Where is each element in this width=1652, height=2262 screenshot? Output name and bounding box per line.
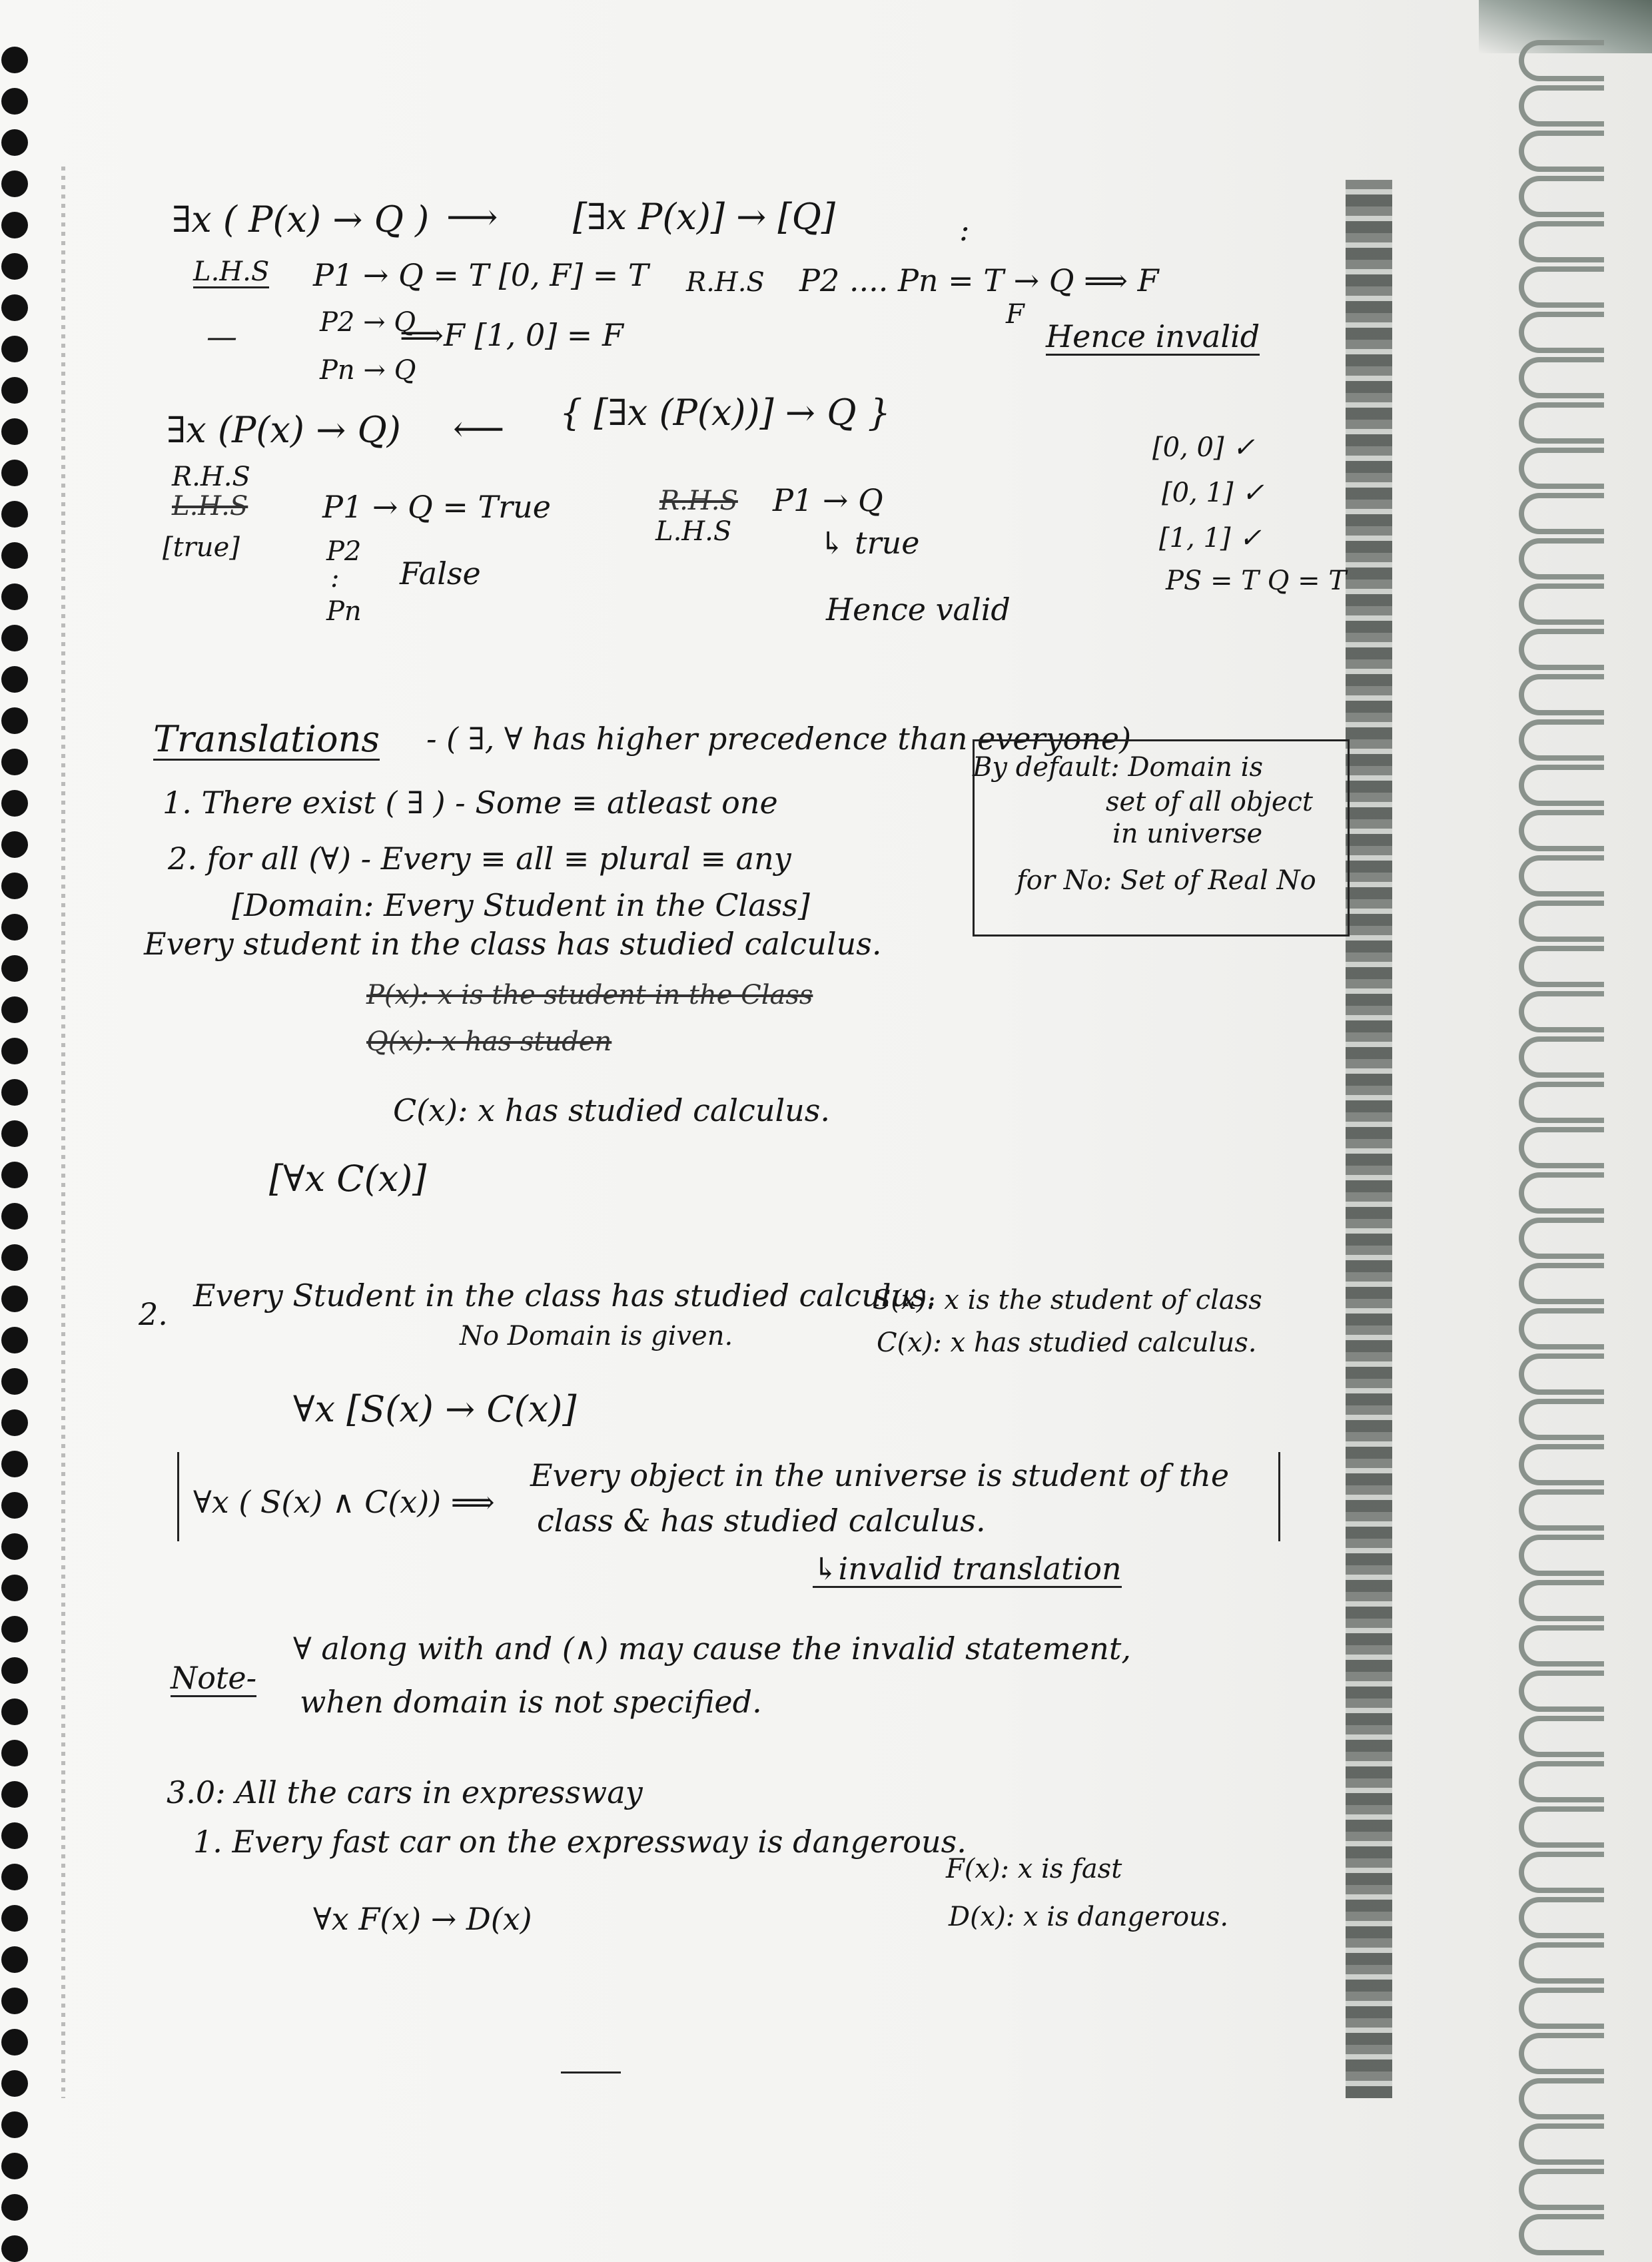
s2-check-2: [1, 1] ✓ <box>1159 523 1262 554</box>
punch-hole <box>1 1864 28 1890</box>
s2-left-formula: ∃x (P(x) → Q) <box>167 409 401 451</box>
spiral-coil <box>1519 765 1604 806</box>
spiral-coil <box>1519 1489 1604 1531</box>
punch-hole <box>1 1946 28 1973</box>
punch-hole <box>1 1203 28 1230</box>
s1-lhs-p2: P2 → Q <box>320 307 416 338</box>
spiral-coil <box>1519 1625 1604 1667</box>
margin-ruling <box>61 167 65 2098</box>
s2-lhs-struck: L.H.S <box>172 491 248 522</box>
ex2-number: 2. <box>139 1296 168 1332</box>
translations-subtitle: - ( ∃, ∀ has higher precedence than everyone) <box>426 721 1132 757</box>
punch-hole <box>1 914 28 941</box>
ex3-header: 3.0: All the cars in expressway <box>167 1774 643 1810</box>
spiral-coil <box>1519 1263 1604 1304</box>
spiral-coil <box>1519 448 1604 489</box>
spiral-coil <box>1519 810 1604 851</box>
spiral-coil <box>1519 1127 1604 1168</box>
punch-hole <box>1 1409 28 1436</box>
spiral-coil <box>1519 1082 1604 1123</box>
punch-hole <box>1 2111 28 2138</box>
punch-hole <box>1 749 28 775</box>
punch-hole <box>1 1905 28 1932</box>
spiral-coil <box>1519 1852 1604 1893</box>
spiral-coil <box>1519 946 1604 987</box>
s2-p1-true: P1 → Q = True <box>322 489 552 525</box>
punch-hole <box>1 1740 28 1766</box>
s1-colon: : <box>959 212 970 248</box>
ex3-fx: F(x): x is fast <box>946 1854 1122 1884</box>
spiral-coil <box>1519 901 1604 942</box>
punch-hole <box>1 666 28 693</box>
ex2-wrong-formula: ∀x ( S(x) ∧ C(x)) ⟹ <box>193 1484 495 1520</box>
s2-ps: PS = T Q = T <box>1166 566 1347 596</box>
s2-arrow-true: ↳ true <box>819 525 920 561</box>
spiral-coil <box>1519 2214 1604 2255</box>
punch-hole <box>1 1781 28 1808</box>
punch-hole <box>1 1988 28 2014</box>
punch-hole <box>1 171 28 197</box>
s2-rhs-label: R.H.S <box>172 462 250 492</box>
ex2-formula: ∀x [S(x) → C(x)] <box>293 1388 577 1430</box>
punch-hole <box>1 336 28 362</box>
ex2-wrong-meaning1: Every object in the universe is student of the <box>530 1457 1230 1493</box>
spiral-coil <box>1519 674 1604 715</box>
punch-hole <box>1 1657 28 1684</box>
s2-pn: Pn <box>326 596 362 627</box>
punch-hole <box>1 377 28 404</box>
default-box-line3: in universe <box>1112 819 1263 849</box>
s1-lhs-f: ⟹F [1, 0] = F <box>400 317 623 353</box>
ex2-wrong-meaning2: class & has studied calculus. <box>537 1503 986 1539</box>
ex2-cx: C(x): x has studied calculus. <box>877 1327 1257 1358</box>
s1-lhs-label: L.H.S <box>193 256 270 287</box>
spiral-coil <box>1519 1580 1604 1621</box>
punch-hole <box>1 212 28 238</box>
note-line2: when domain is not specified. <box>300 1684 762 1720</box>
spiral-coil <box>1519 176 1604 217</box>
spiral-coil <box>1519 1036 1604 1078</box>
spiral-coil <box>1519 1942 1604 1984</box>
s2-arrow: ⟵ <box>453 408 505 450</box>
spiral-coil <box>1519 1308 1604 1349</box>
spiral-coil <box>1519 2078 1604 2119</box>
spiral-coil <box>1519 131 1604 172</box>
s1-conclusion: Hence invalid <box>1046 318 1260 354</box>
punch-hole <box>1 88 28 115</box>
punch-hole <box>1 873 28 899</box>
punch-hole <box>1 1822 28 1849</box>
spiral-coil <box>1519 2169 1604 2210</box>
spiral-coil <box>1519 221 1604 262</box>
punch-hole <box>1 2153 28 2179</box>
spiral-coil <box>1519 583 1604 625</box>
translations-cx: C(x): x has studied calculus. <box>393 1092 831 1128</box>
punch-hole <box>1 418 28 445</box>
punch-hole <box>1 1533 28 1560</box>
translations-struck1: P(x): x is the student in the Class <box>366 980 813 1010</box>
spiral-coil <box>1519 1806 1604 1848</box>
spiral-coil <box>1519 1671 1604 1712</box>
punch-hole <box>1 955 28 982</box>
default-box-line1: By default: Domain is <box>973 752 1263 783</box>
ex3-formula: ∀x F(x) → D(x) <box>313 1901 532 1937</box>
s2-p2: P2 <box>326 536 362 567</box>
note-line1: ∀ along with and (∧) may cause the invalid statement, <box>293 1631 1131 1667</box>
s2-rhs-struck: R.H.S <box>659 486 738 516</box>
spiral-coil <box>1519 85 1604 127</box>
translations-domain: [Domain: Every Student in the Class] <box>232 887 810 923</box>
punch-hole <box>1 1038 28 1064</box>
s1-rhs-label: R.H.S <box>686 267 765 298</box>
translations-formula: [∀x C(x)] <box>269 1158 427 1200</box>
punch-hole <box>1 294 28 321</box>
punch-hole <box>1 1120 28 1147</box>
translations-sentence: Every student in the class has studied calculus. <box>144 926 882 962</box>
s1-lhs-p1: P1 → Q = T [0, F] = T <box>313 257 649 293</box>
punch-hole <box>1 1244 28 1271</box>
punch-hole <box>1 1327 28 1353</box>
punch-hole <box>1 47 28 73</box>
punch-hole <box>1 2029 28 2056</box>
spiral-coil <box>1519 1535 1604 1576</box>
s1-arrow: ⟶ <box>446 196 498 238</box>
ex3-item1: 1. Every fast car on the expressway is dangerous. <box>193 1824 967 1860</box>
spiral-coil <box>1519 1218 1604 1259</box>
spiral-coil <box>1519 2123 1604 2165</box>
translations-title: Translations <box>153 718 380 760</box>
ex3-dx: D(x): x is dangerous. <box>949 1902 1229 1932</box>
spiral-coil <box>1519 402 1604 444</box>
s1-lhs-dash: — <box>206 318 237 354</box>
spiral-coil <box>1519 357 1604 398</box>
spiral-coil <box>1519 266 1604 308</box>
punch-hole <box>1 790 28 817</box>
default-box-line2: set of all object <box>1106 787 1313 817</box>
s2-conclusion: Hence valid <box>826 591 1011 627</box>
punch-hole <box>1 2070 28 2097</box>
s2-dots: : <box>330 563 340 593</box>
spiral-coil <box>1519 538 1604 579</box>
s2-false-label: False <box>400 556 481 591</box>
punch-hole <box>1 542 28 569</box>
spiral-coil <box>1519 312 1604 353</box>
ex2-invalid: ↳invalid translation <box>813 1551 1122 1587</box>
s2-check-0: [0, 0] ✓ <box>1152 432 1255 463</box>
spiral-coil <box>1519 719 1604 761</box>
punch-hole <box>1 460 28 486</box>
spiral-coil <box>1519 991 1604 1032</box>
punch-hole <box>1 2194 28 2221</box>
punched-holes <box>0 0 40 2262</box>
punch-hole <box>1 707 28 734</box>
punch-hole <box>1 996 28 1023</box>
punch-hole <box>1 501 28 528</box>
spiral-coil <box>1519 1988 1604 2029</box>
bottom-dash <box>561 2072 621 2074</box>
punch-hole <box>1 1492 28 1519</box>
s2-true-label: [true] <box>163 532 240 563</box>
punch-hole <box>1 1698 28 1725</box>
spiral-binding <box>1446 0 1652 2262</box>
translations-struck2: Q(x): x has studen <box>366 1026 612 1057</box>
spiral-coil <box>1519 1897 1604 1938</box>
punch-hole <box>1 1286 28 1312</box>
s1-rhs-f: F <box>1006 299 1025 330</box>
s1-lhs-pn: Pn → Q <box>320 355 416 386</box>
punch-hole <box>1 1616 28 1643</box>
s1-rhs-expr: P2 .... Pn = T → Q ⟹ F <box>799 262 1159 298</box>
spiral-coil <box>1519 40 1604 81</box>
punch-hole <box>1 1368 28 1395</box>
ex2-sentence: Every Student in the class has studied calculus. <box>193 1278 937 1314</box>
s2-p1-q: P1 → Q <box>773 482 883 518</box>
default-box-line4: for No: Set of Real No <box>1017 865 1316 896</box>
spiral-coil <box>1519 629 1604 670</box>
spiral-coil <box>1519 855 1604 897</box>
spiral-coil <box>1519 2033 1604 2074</box>
punch-hole <box>1 129 28 156</box>
s1-right-formula: [∃x P(x)] → [Q] <box>573 196 835 238</box>
ex2-sx: S(x): x is the student of class <box>873 1285 1262 1316</box>
punch-hole <box>1 583 28 610</box>
spiral-coil <box>1519 1761 1604 1802</box>
punch-hole <box>1 253 28 280</box>
translations-item2: 2. for all (∀) - Every ≡ all ≡ plural ≡ any <box>168 841 791 877</box>
s1-left-formula: ∃x ( P(x) → Q ) <box>172 198 430 240</box>
punch-hole <box>1 1451 28 1477</box>
ex2-no-domain: No Domain is given. <box>460 1321 733 1351</box>
spiral-coil <box>1519 1716 1604 1757</box>
s2-check-1: [0, 1] ✓ <box>1162 478 1264 508</box>
punch-hole <box>1 1575 28 1601</box>
spiral-coil <box>1519 1444 1604 1485</box>
punch-hole <box>1 1079 28 1106</box>
translations-item1: 1. There exist ( ∃ ) - Some ≡ atleast one <box>163 785 778 821</box>
note-label: Note- <box>171 1660 257 1696</box>
s2-right-formula: { [∃x (P(x))] → Q } <box>560 392 891 434</box>
spiral-coil <box>1519 1172 1604 1214</box>
spiral-binding-edge <box>1346 180 1392 2098</box>
punch-hole <box>1 625 28 651</box>
punch-hole <box>1 831 28 858</box>
punch-hole <box>1 2235 28 2262</box>
spiral-coil <box>1519 1353 1604 1395</box>
s2-lhs-label: L.H.S <box>655 516 732 547</box>
punch-hole <box>1 1162 28 1188</box>
spiral-coil <box>1519 493 1604 534</box>
spiral-coil <box>1519 1399 1604 1440</box>
